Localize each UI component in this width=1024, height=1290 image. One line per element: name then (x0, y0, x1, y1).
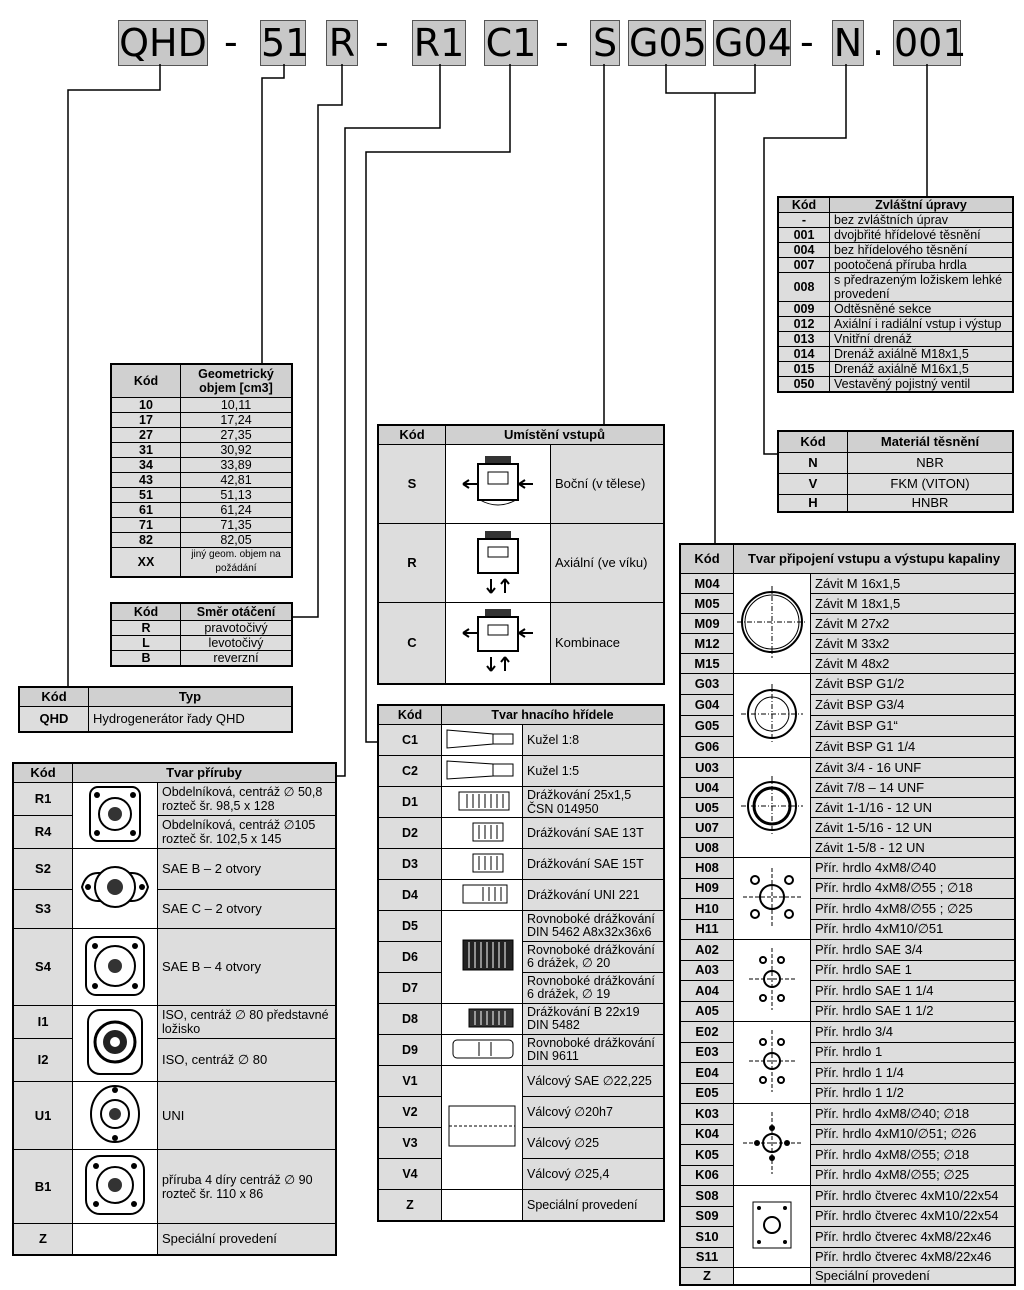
table-row: 27 27,35 (111, 428, 292, 443)
table-row: V4 Válcový ∅25,4 (378, 1159, 664, 1190)
table-row: V1 Válcový SAE ∅22,225 (378, 1066, 664, 1097)
table-row: A03 Přír. hrdlo SAE 1 (680, 960, 1015, 981)
table-row: 34 33,89 (111, 458, 292, 473)
unf-thread-port-icon (734, 758, 811, 858)
table-row: M04 Závit M 16x1,5 (680, 574, 1015, 594)
table-special-modifications (777, 196, 1014, 393)
table-row: 012 Axiální i radiální vstup i výstup (778, 317, 1013, 332)
table-row: U04 Závit 7/8 – 14 UNF (680, 778, 1015, 798)
table-row: 71 71,35 (111, 518, 292, 533)
table-row: U05 Závit 1-1/16 - 12 UN (680, 798, 1015, 818)
table-flange-shape (12, 762, 337, 1256)
table-row: C2 Kužel 1:5 (378, 756, 664, 787)
table-row: 004 bez hřídelového těsnění (778, 243, 1013, 258)
table-row: S Boční (v tělese) (378, 445, 664, 524)
table-row: A02 Přír. hrdlo SAE 3/4 (680, 940, 1015, 961)
table-row: H10 Přír. hrdlo 4xM8/∅55 ; ∅25 (680, 899, 1015, 920)
shaft-spline-icon (442, 1004, 523, 1035)
header-code: Kód (778, 197, 830, 213)
header-title: Tvar hnacího hřídele (442, 705, 665, 725)
metric-thread-port-icon (734, 574, 811, 674)
table-row: 013 Vnitřní drenáž (778, 332, 1013, 347)
header-code: Kód (778, 431, 848, 453)
table-row: D1 Drážkování 25x1,5 ČSN 014950 (378, 787, 664, 818)
code-part-shaft: C1 (485, 21, 537, 65)
table-row: S08 Přír. hrdlo čtverec 4xM10/22x54 (680, 1186, 1015, 1207)
table-row: S11 Přír. hrdlo čtverec 4xM8/22x46 (680, 1247, 1015, 1268)
table-row: B reverzní (111, 651, 292, 667)
code-part-seal: N (833, 21, 863, 65)
table-row: U07 Závit 1-5/16 - 12 UN (680, 818, 1015, 838)
header-code: Kód (680, 544, 734, 574)
table-row: C1 Kužel 1:8 (378, 725, 664, 756)
code-part-qhd: QHD (119, 21, 207, 65)
table-row: I1 ISO, centráž ∅ 80 představné ložisko (13, 1006, 336, 1039)
header-code: Kód (111, 364, 181, 398)
table-row: E03 Přír. hrdlo 1 (680, 1042, 1015, 1063)
pump-side-ports-icon (446, 445, 551, 524)
table-row: 008 s předrazeným ložiskem lehké provedení (778, 273, 1013, 302)
shaft-cylindrical-icon (442, 1066, 523, 1190)
table-seal-material (777, 430, 1014, 513)
flange-uni-icon (73, 1082, 158, 1150)
table-row: D2 Drážkování SAE 13T (378, 818, 664, 849)
header-title: Tvar připojení vstupu a výstupu kapaliny (734, 544, 1016, 574)
table-row: H09 Přír. hrdlo 4xM8/∅55 ; ∅18 (680, 878, 1015, 899)
table-row: S4 SAE B – 4 otvory (13, 929, 336, 1006)
flange-rectangular-icon (73, 783, 158, 849)
table-row: 10 10,11 (111, 398, 292, 413)
header-code: Kód (19, 687, 89, 707)
header-title: Zvláštní úpravy (830, 197, 1014, 213)
table-row: L levotočivý (111, 636, 292, 651)
table-rotation (110, 602, 293, 667)
shaft-parallel-spline-icon (442, 911, 523, 1004)
shaft-taper-icon (442, 756, 523, 787)
table-row: D3 Drážkování SAE 15T (378, 849, 664, 880)
table-row: K05 Přír. hrdlo 4xM8/∅55; ∅18 (680, 1145, 1015, 1166)
header-title: Tvar příruby (73, 763, 337, 783)
shaft-taper-icon (442, 725, 523, 756)
table-row: - bez zvláštních úprav (778, 213, 1013, 228)
code-part-connection-in: G05 (629, 21, 707, 65)
header-code: Kód (13, 763, 73, 783)
table-row: V2 Válcový ∅20h7 (378, 1097, 664, 1128)
table-row: G06 Závit BSP G1 1/4 (680, 737, 1015, 758)
table-row: M05 Závit M 18x1,5 (680, 594, 1015, 614)
table-row: D9 Rovnoboké drážkování DIN 9611 (378, 1035, 664, 1066)
table-row: S3 SAE C – 2 otvory (13, 890, 336, 929)
table-row: C Kombinace (378, 603, 664, 685)
code-sep-3: - (555, 20, 569, 64)
header-code: Kód (378, 425, 446, 445)
table-row: D8 Drážkování B 22x19 DIN 5482 (378, 1004, 664, 1035)
table-row: V3 Válcový ∅25 (378, 1128, 664, 1159)
table-row: M09 Závit M 27x2 (680, 614, 1015, 634)
table-row: 31 30,92 (111, 443, 292, 458)
table-volume (110, 363, 293, 578)
table-row: D4 Drážkování UNI 221 (378, 880, 664, 911)
flange-sae-4-hole-icon (73, 929, 158, 1006)
table-row: R pravotočivý (111, 621, 292, 636)
table-row: R1 Obdelníková, centráž ∅ 50,8 rozteč šr. 98,5 x 128 (13, 783, 336, 816)
shaft-spline-icon (442, 880, 523, 911)
table-row: S2 SAE B – 2 otvory (13, 849, 336, 890)
bsp-thread-port-icon (734, 674, 811, 758)
code-sep-5: . (872, 20, 885, 64)
header-title: Materiál těsnění (848, 431, 1014, 453)
header-code: Kód (378, 705, 442, 725)
table-row: 009 Odtěsněné sekce (778, 302, 1013, 317)
table-row: 014 Drenáž axiálně M18x1,5 (778, 347, 1013, 362)
shaft-spline-icon (442, 787, 523, 818)
table-row: D7 Rovnoboké drážkování 6 drážek, ∅ 19 (378, 973, 664, 1004)
table-row: QHD Hydrogenerátor řady QHD (19, 707, 292, 733)
table-row: 001 dvojbřité hřídelové těsnění (778, 228, 1013, 243)
table-row: R Axiální (ve víku) (378, 524, 664, 603)
flange-4-bolt-port-icon (734, 858, 811, 940)
table-port-location (377, 424, 665, 685)
code-sep-4: - (800, 20, 814, 64)
table-row: A05 Přír. hrdlo SAE 1 1/2 (680, 1001, 1015, 1022)
code-part-volume: 51 (261, 21, 310, 65)
code-part-rotation: R (326, 20, 358, 66)
flange-sae-2-hole-icon (73, 849, 158, 929)
table-row: A04 Přír. hrdlo SAE 1 1/4 (680, 981, 1015, 1002)
shaft-spline-icon (442, 1035, 523, 1066)
table-row: H HNBR (778, 495, 1013, 513)
header-code: Kód (111, 603, 181, 621)
table-row: N NBR (778, 453, 1013, 474)
table-row: D5 Rovnoboké drážkování DIN 5462 A8x32x36x6 (378, 911, 664, 942)
table-row: B1 příruba 4 díry centráž ∅ 90 rozteč šr. 110 x 86 (13, 1150, 336, 1224)
table-row: U08 Závit 1-5/8 - 12 UN (680, 838, 1015, 858)
table-row: S10 Přír. hrdlo čtverec 4xM8/22x46 (680, 1227, 1015, 1248)
header-title: Směr otáčení (181, 603, 293, 621)
cross-flange-port-icon (734, 1104, 811, 1186)
code-sep-2: - (375, 20, 389, 64)
shaft-spline-icon (442, 818, 523, 849)
table-row: E04 Přír. hrdlo 1 1/4 (680, 1063, 1015, 1084)
table-port-connection (679, 543, 1016, 1286)
sae-flange-port-icon (734, 1022, 811, 1104)
table-row: 007 pootočená příruba hrdla (778, 258, 1013, 273)
table-row: E02 Přír. hrdlo 3/4 (680, 1022, 1015, 1043)
table-row: K03 Přír. hrdlo 4xM8/∅40; ∅18 (680, 1104, 1015, 1125)
table-row: H08 Přír. hrdlo 4xM8/∅40 (680, 858, 1015, 879)
header-title: Typ (89, 687, 293, 707)
table-row: Z Speciální provedení (378, 1190, 664, 1222)
square-flange-port-icon (734, 1186, 811, 1268)
table-row: 015 Drenáž axiálně M16x1,5 (778, 362, 1013, 377)
table-row: K06 Přír. hrdlo 4xM8/∅55; ∅25 (680, 1165, 1015, 1186)
table-row: Z Speciální provedení (13, 1224, 336, 1256)
table-row: R4 Obdelníková, centráž ∅105 rozteč šr. 102,5 x 145 (13, 816, 336, 849)
table-row: 61 61,24 (111, 503, 292, 518)
flange-4-hole-icon (73, 1150, 158, 1224)
table-row: 82 82,05 (111, 533, 292, 548)
code-part-special: 001 (894, 21, 967, 65)
table-row: H11 Přír. hrdlo 4xM10/∅51 (680, 919, 1015, 940)
table-row: S09 Přír. hrdlo čtverec 4xM10/22x54 (680, 1206, 1015, 1227)
table-row: 050 Vestavěný pojistný ventil (778, 377, 1013, 393)
table-row: I2 ISO, centráž ∅ 80 (13, 1039, 336, 1082)
table-row: M15 Závit M 48x2 (680, 654, 1015, 674)
table-shaft-shape (377, 704, 665, 1222)
pump-combined-ports-icon (446, 603, 551, 685)
sae-flange-port-icon (734, 940, 811, 1022)
empty-icon (734, 1268, 811, 1286)
table-row: U1 UNI (13, 1082, 336, 1150)
table-row: Z Speciální provedení (680, 1268, 1015, 1286)
table-row: 17 17,24 (111, 413, 292, 428)
header-title: Geometrický objem [cm3] (181, 364, 293, 398)
table-row: D6 Rovnoboké drážkování 6 drážek, ∅ 20 (378, 942, 664, 973)
code-part-connection-out: G04 (714, 21, 792, 65)
table-row: V FKM (VITON) (778, 474, 1013, 495)
shaft-spline-icon (442, 849, 523, 880)
table-row: 43 42,81 (111, 473, 292, 488)
table-type (18, 686, 293, 733)
table-row: M12 Závit M 33x2 (680, 634, 1015, 654)
pump-axial-ports-icon (446, 524, 551, 603)
table-row: G04 Závit BSP G3/4 (680, 695, 1015, 716)
code-part-flange: R1 (413, 21, 465, 65)
table-row: G03 Závit BSP G1/2 (680, 674, 1015, 695)
flange-iso-icon (73, 1006, 158, 1082)
table-row: XX jiný geom. objem na požádání (111, 548, 292, 578)
table-row: E05 Přír. hrdlo 1 1/2 (680, 1083, 1015, 1104)
table-row: K04 Přír. hrdlo 4xM10/∅51; ∅26 (680, 1124, 1015, 1145)
table-row: U03 Závit 3/4 - 16 UNF (680, 758, 1015, 778)
header-title: Umístění vstupů (446, 425, 665, 445)
table-row: 51 51,13 (111, 488, 292, 503)
code-sep-1: - (224, 20, 238, 64)
table-row: G05 Závit BSP G1“ (680, 716, 1015, 737)
code-part-ports: S (590, 20, 620, 66)
